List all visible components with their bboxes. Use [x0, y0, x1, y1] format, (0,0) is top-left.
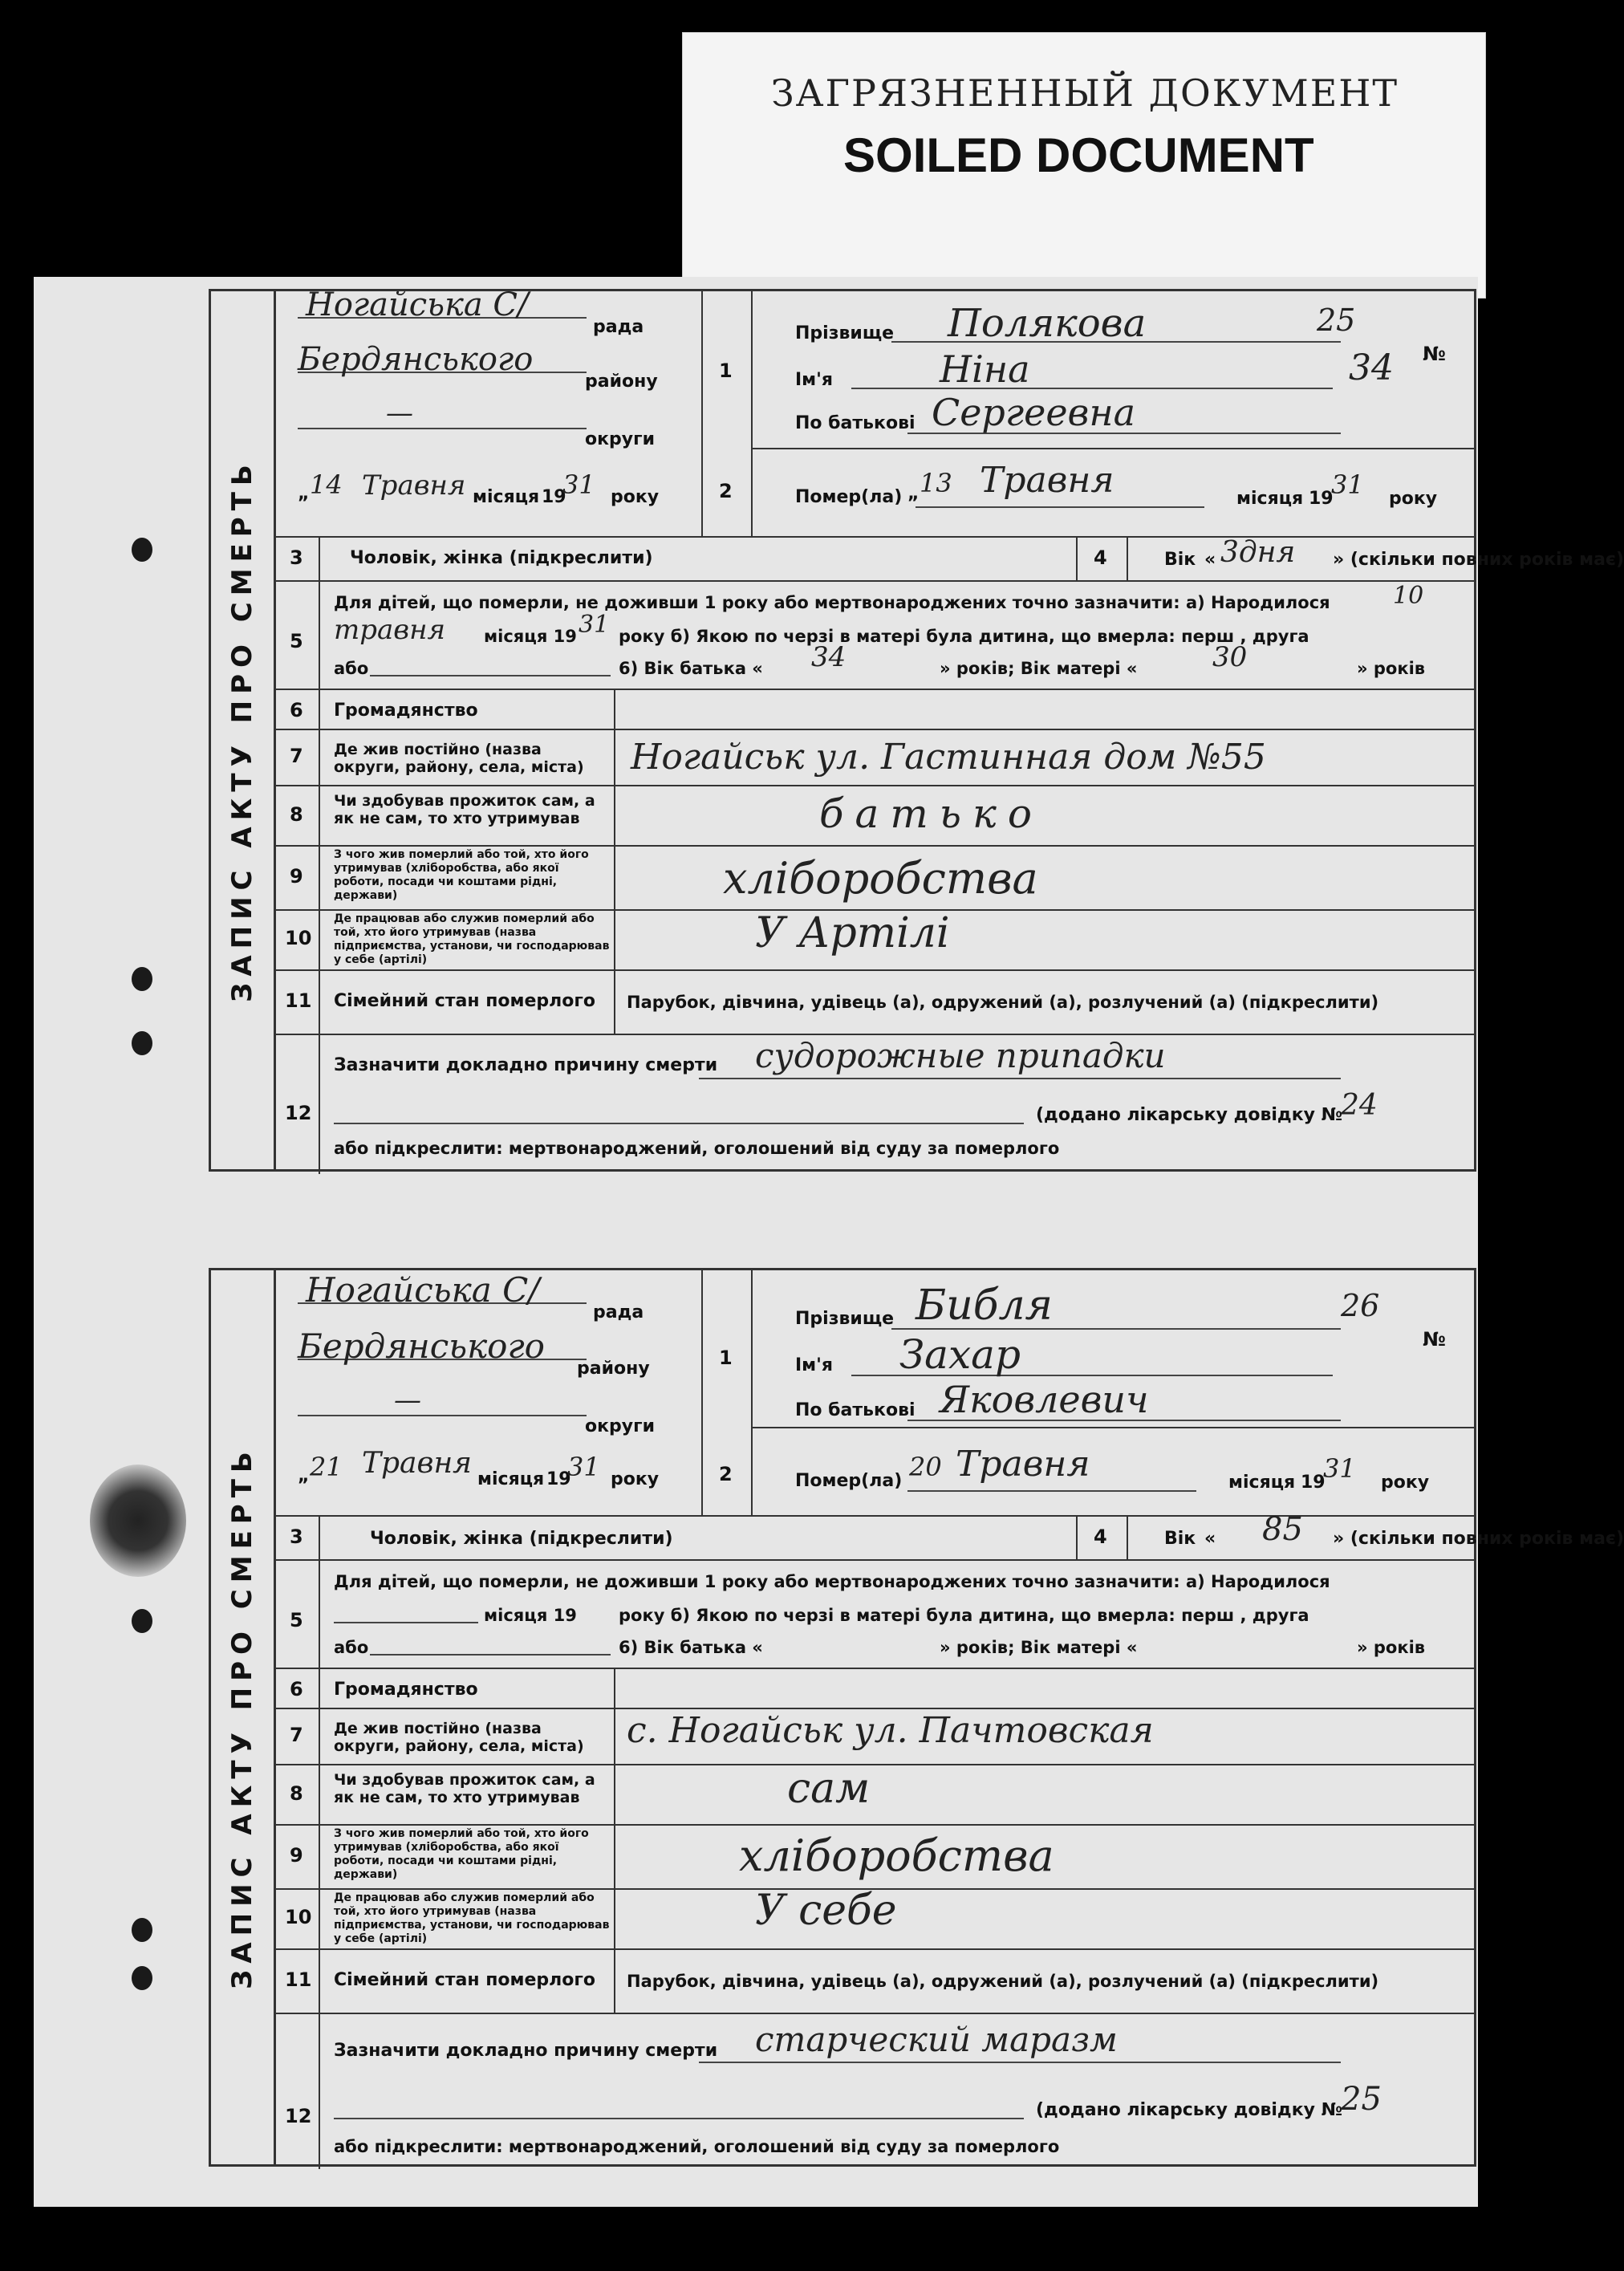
children-line-1: Для дітей, що померли, не доживши 1 року або мертвонароджених точно зазначити: а) Народилося [334, 593, 1330, 612]
died-label: Помер(ла) [795, 487, 903, 507]
age-annotation: 34 [1349, 347, 1394, 388]
children-line-3d: » років [1357, 1638, 1426, 1657]
sex-label: Чоловік, жінка (підкреслити) [350, 548, 653, 568]
month-label: місяця [1236, 489, 1304, 509]
age-note: » (скільки повних років має) [1333, 1529, 1624, 1549]
born-day: 10 [1393, 582, 1424, 610]
children-line-1: Для дітей, що померли, не доживши 1 року або мертвонароджених точно зазначити: а) Народилося [334, 1572, 1330, 1591]
month-label: місяця [1228, 1473, 1296, 1493]
year-label: року [611, 1469, 660, 1489]
sex-label: Чоловік, жінка (підкреслити) [370, 1529, 673, 1549]
soiled-document-label [682, 32, 1486, 299]
okruha-value: — [394, 1384, 421, 1416]
side-title: ЗАПИС АКТУ ПРО СМЕРТЬ [226, 458, 258, 1002]
age-note: » (скільки повних років має) [1333, 550, 1624, 570]
year-prefix: 19 [542, 487, 566, 507]
name-label: Ім'я [795, 370, 834, 390]
side-title-column [211, 1270, 276, 2164]
livelihood-value: батько [819, 790, 1043, 837]
register-number: 26 [1341, 1288, 1380, 1323]
death-record-1 [209, 286, 1624, 1172]
cause-label: Зазначити докладно причину смерти [334, 1055, 718, 1075]
income-value: хліборобства [723, 853, 1038, 904]
rayon-label: району [585, 372, 658, 392]
reg-year: 31 [567, 1452, 600, 1482]
reg-month: Травня [362, 1447, 473, 1480]
children-line-3b: 6) Вік батька « [619, 659, 763, 678]
marital-options: Парубок, дівчина, удівець (а), одружений (а), розлучений (а) (підкреслити) [627, 1972, 1379, 1991]
work-value: У Артілі [755, 909, 950, 957]
rayon-value: Бердянського [298, 341, 534, 378]
register-number: 25 [1317, 303, 1356, 338]
children-line-3a: або [334, 1638, 369, 1657]
age-value: 3дня [1220, 536, 1296, 569]
reg-month: Травня [362, 469, 466, 502]
name-value: Ніна [940, 347, 1030, 391]
reg-year: 31 [562, 469, 595, 500]
death-day: 13 [920, 468, 952, 498]
side-title: ЗАПИС АКТУ ПРО СМЕРТЬ [226, 1445, 258, 1989]
livelihood-label: Чи здобував прожиток сам, а як не сам, то хто утримував [334, 792, 595, 827]
income-label: З чого жив померлий або той, хто його утримував (хліборобства, або якої роботи, посади чи коштами рідні, держави) [334, 848, 589, 902]
surname-label: Прізвище [795, 323, 895, 343]
label-russian: ЗАГРЯЗНЕННЫЙ ДОКУМЕНТ [771, 71, 1399, 115]
livelihood-label: Чи здобував прожиток сам, а як не сам, то хто утримував [334, 1771, 595, 1806]
punch-hole [132, 1966, 152, 1990]
doctor-number: 25 [1341, 2081, 1382, 2118]
born-month: травня [334, 614, 445, 646]
work-label: Де працював або служив померлий або той, хто його утримував (назва підприємства, установи, чи господарював у себе (артілі) [334, 1891, 610, 1945]
cause-value: старческий маразм [755, 2020, 1118, 2059]
children-line-3d: » років [1357, 659, 1426, 678]
children-line-3c: » років; Вік матері « [940, 659, 1138, 678]
name-value: Захар [899, 1331, 1021, 1378]
work-label: Де працював або служив померлий або той, хто його утримував (назва підприємства, установи, чи господарював у себе (артілі) [334, 912, 610, 966]
death-year: 31 [1331, 469, 1364, 500]
record-body: Ногайська С/ рада Бердянського району — округи „ 21 Травня місяця 19 31 року 1 Прізвище Библя 26 № Ім'я Захар По батькові Яковлевич 2 Помер(ла) 20 Травня місяця 19 31 року 3 Чоловік, жінка (підкреслити) 4 Вік « 85 » (скільки повних років має) 5 Для дітей, що померли, не доживши 1 року або мертвонароджених точно зазначити: а) Народилося місяця 19 року б) Якою по черзі в матері була дитина, що вмерла: перш , друга або 6) Вік батька « » років; Вік матері « » років 6 Громадянство 7 Де жив постійно (назва округи, району, села, міста) с. Ногайськ ул. Пачтовская 8 Чи здобував прожиток сам, а як не сам, то хто утримував сам 9 З чого жив померлий або той, хто його утримував (хліборобства, або якої роботи, посади чи коштами рідні, держави) хліборобства 10 Де працював або служив померлий або той, хто його утримував (назва підприємства, установи, чи господарював у себе (артілі) У себе 11 Сімейний стан померлого Парубок, дівчина, удівець (а), одружений (а), розлучений (а) (підкреслити) 12 Зазначити докладно причину смерти старческий маразм (додано лікарську довідку № 25 або підкреслити: мертвонароджений, оголошений від суду за померлого [274, 1270, 1474, 2164]
year-prefix: 19 [546, 1469, 571, 1489]
reg-day: 21 [310, 1452, 343, 1482]
rada-value: Ногайська С/ [306, 286, 529, 323]
okruha-label: округи [585, 429, 656, 449]
surname-value: Полякова [948, 301, 1147, 346]
rada-label: рада [593, 1302, 644, 1322]
citizenship-label: Громадянство [334, 1680, 478, 1700]
okruha-label: округи [585, 1416, 656, 1436]
doctor-number: 24 [1341, 1089, 1378, 1122]
number-sign: № [1423, 343, 1446, 365]
year-prefix: 19 [1309, 489, 1334, 509]
name-label: Ім'я [795, 1355, 834, 1375]
income-label: З чого жив померлий або той, хто його утримував (хліборобства, або якої роботи, посади чи коштами рідні, держави) [334, 1827, 589, 1881]
died-label: Помер(ла) [795, 1471, 903, 1491]
punch-hole [132, 967, 152, 991]
surname-value: Библя [916, 1282, 1053, 1330]
children-line-3a: або [334, 659, 369, 678]
year-prefix: 19 [1301, 1473, 1326, 1493]
rada-label: рада [593, 317, 644, 337]
punch-hole [132, 538, 152, 562]
death-month: Травня [980, 460, 1114, 501]
rayon-value: Бердянського [298, 1326, 545, 1366]
punch-hole [132, 1609, 152, 1633]
patronymic-label: По батькові [795, 1400, 916, 1420]
reg-day: 14 [310, 469, 343, 500]
income-value: хліборобства [739, 1830, 1054, 1881]
label-english: SOILED DOCUMENT [843, 128, 1314, 182]
children-line-2b: року б) Якою по черзі в матері була дитина, що вмерла: перш , друга [619, 1606, 1309, 1625]
doctor-note: (додано лікарську довідку № [1036, 1105, 1343, 1125]
record-body: Ногайська С/ рада Бердянського району — округи „ 14 Травня місяця 19 31 року 1 Прізвище Полякова 25 Ім'я Ніна 34 № По батькові Сергеевна 2 Помер(ла) „ 13 Травня місяця 19 31 року 3 Чоловік, жінка (підкреслити) 4 Вік « 3дня » (скільки повних років має) 5 Для дітей, що померли, не доживши 1 року або мертвонароджених точно зазначити: а) Народилося 10 травня місяця 19 31 року б) Якою по черзі в матері була дитина, що вмерла: перш , друга або 6) Вік батька « 34 » років; Вік матері « 30 » років 6 Громадянство 7 Де жив постійно (назва округи, району, села, міста) Ногайськ ул. Гастинная дом №55 8 Чи здобував прожиток сам, а як не сам, то хто утримував батько 9 З чого жив померлий або той, хто його утримував (хліборобства, або якої роботи, посади чи коштами рідні, держави) хліборобства 10 Де працював або служив померлий або той, хто його утримував (назва підприємства, установи, чи господарював у себе (артілі) У Артілі 11 Сімейний стан померлого Парубок, дівчина, удівець (а), одружений (а), розлучений (а) (підкреслити) 12 Зазначити докладно причину смерти судорожные припадки (додано лікарську довідку № 24 або підкреслити: мертвонароджений, оголошений від суду за померлого [274, 291, 1474, 1169]
work-value: У себе [755, 1887, 897, 1935]
year-label: року [1381, 1473, 1430, 1493]
rada-value: Ногайська С/ [306, 1270, 540, 1310]
cause-value: судорожные припадки [755, 1036, 1166, 1075]
death-year: 31 [1323, 1453, 1356, 1484]
mother-age: 30 [1212, 641, 1248, 673]
okruha-value: — [386, 397, 413, 429]
children-line-2a: місяця 19 [484, 627, 577, 646]
residence-label: Де жив постійно (назва округи, району, села, міста) [334, 741, 584, 776]
month-label: місяця [473, 487, 540, 507]
punch-hole [132, 1031, 152, 1055]
marital-options: Парубок, дівчина, удівець (а), одружений (а), розлучений (а) (підкреслити) [627, 993, 1379, 1012]
children-line-2b: року б) Якою по черзі в матері була дитина, що вмерла: перш , друга [619, 627, 1309, 646]
children-line-3b: 6) Вік батька « [619, 1638, 763, 1657]
year-label: року [611, 487, 660, 507]
year-label: року [1389, 489, 1438, 509]
number-sign: № [1423, 1328, 1446, 1351]
doctor-note: (додано лікарську довідку № [1036, 2100, 1343, 2120]
residence-label: Де жив постійно (назва округи, району, села, міста) [334, 1720, 584, 1755]
patronymic-value: Сергеевна [932, 391, 1136, 434]
cause-label: Зазначити докладно причину смерти [334, 2041, 718, 2061]
children-line-2a: місяця 19 [484, 1606, 577, 1625]
death-record-2 [209, 1268, 1624, 2167]
marital-label: Сімейний стан померлого [334, 991, 595, 1011]
punch-hole [132, 1918, 152, 1942]
father-age: 34 [811, 641, 847, 673]
or-underline-note: або підкреслити: мертвонароджений, оголошений від суду за померлого [334, 1139, 1060, 1158]
ink-stain [90, 1465, 186, 1577]
livelihood-value: сам [787, 1765, 871, 1813]
death-day: 20 [909, 1452, 942, 1482]
born-year: 31 [579, 611, 610, 639]
rayon-label: району [577, 1359, 650, 1379]
age-label: Вік [1164, 1529, 1196, 1549]
side-title-column [211, 291, 276, 1169]
residence-value: с. Ногайськ ул. Пачтовская [627, 1710, 1154, 1751]
residence-value: Ногайськ ул. Гастинная дом №55 [631, 737, 1266, 778]
patronymic-value: Яковлевич [940, 1378, 1149, 1421]
citizenship-label: Громадянство [334, 701, 478, 721]
month-label: місяця [477, 1469, 545, 1489]
marital-label: Сімейний стан померлого [334, 1970, 595, 1990]
age-label: Вік [1164, 550, 1196, 570]
age-value: 85 [1262, 1511, 1303, 1548]
death-month: Травня [956, 1444, 1090, 1485]
or-underline-note: або підкреслити: мертвонароджений, оголошений від суду за померлого [334, 2137, 1060, 2156]
surname-label: Прізвище [795, 1309, 895, 1329]
children-line-3c: » років; Вік матері « [940, 1638, 1138, 1657]
patronymic-label: По батькові [795, 413, 916, 433]
